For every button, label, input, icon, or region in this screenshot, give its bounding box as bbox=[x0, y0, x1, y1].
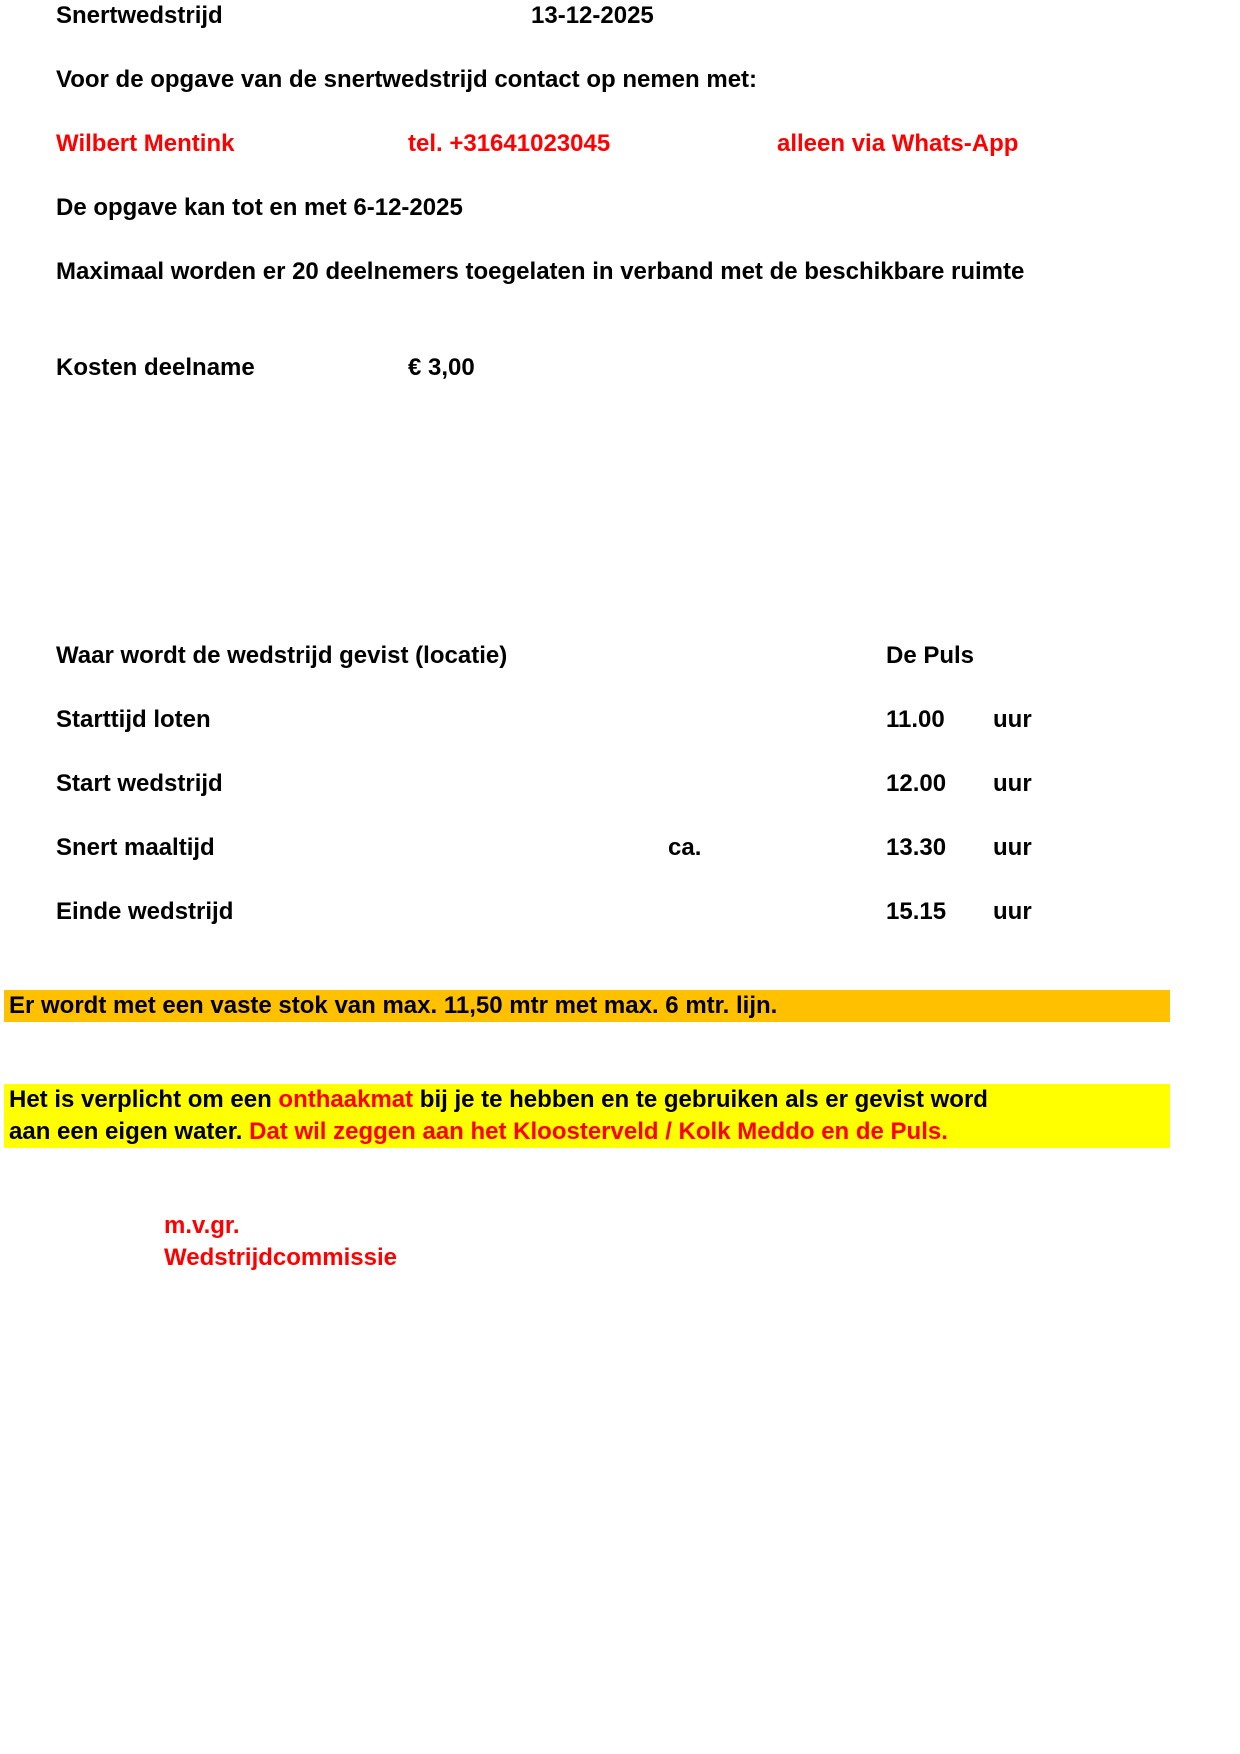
schedule-row-time: 13.30 bbox=[886, 834, 947, 861]
cost-label: Kosten deelname bbox=[56, 354, 255, 381]
schedule-row-unit: uur bbox=[993, 706, 1032, 733]
schedule-row-unit: uur bbox=[993, 898, 1032, 925]
schedule-row-label: Starttijd loten bbox=[56, 706, 211, 733]
schedule-row-prefix: ca. bbox=[668, 834, 702, 861]
schedule-row-time: 11.00 bbox=[886, 706, 945, 733]
signature-committee: Wedstrijdcommissie bbox=[164, 1244, 397, 1271]
mat-text: Het is verplicht om een bbox=[9, 1086, 279, 1113]
document-title: Snertwedstrijd bbox=[56, 2, 223, 29]
mat-text: bij je te hebben en te gebruiken als er gevist word bbox=[413, 1086, 988, 1113]
mat-highlight: onthaakmat bbox=[278, 1086, 414, 1113]
unhooking-mat-line-2 bbox=[9, 1118, 948, 1146]
signature-greeting: m.v.gr. bbox=[164, 1212, 240, 1239]
rod-rule-text: Er wordt met een vaste stok van max. 11,50 mtr met max. 6 mtr. lijn. bbox=[9, 992, 778, 1019]
schedule-row-label: Snert maaltijd bbox=[56, 834, 215, 861]
registration-intro: Voor de opgave van de snertwedstrijd contact op nemen met: bbox=[56, 66, 758, 93]
max-participants: Maximaal worden er 20 deelnemers toegelaten in verband met de beschikbare ruimte bbox=[56, 258, 1025, 285]
unhooking-mat-line-1 bbox=[9, 1086, 988, 1114]
contact-name: Wilbert Mentink bbox=[56, 130, 235, 157]
registration-deadline: De opgave kan tot en met 6-12-2025 bbox=[56, 194, 463, 221]
schedule-row-label: Einde wedstrijd bbox=[56, 898, 234, 925]
mat-highlight: Dat wil zeggen aan het Kloosterveld / Kolk Meddo en de Puls. bbox=[249, 1118, 948, 1145]
schedule-row-time: 12.00 bbox=[886, 770, 947, 797]
cost-value: € 3,00 bbox=[408, 354, 475, 381]
mat-text: aan een eigen water. bbox=[9, 1118, 250, 1145]
location-value: De Puls bbox=[886, 642, 975, 669]
location-label: Waar wordt de wedstrijd gevist (locatie) bbox=[56, 642, 508, 669]
schedule-row-unit: uur bbox=[993, 834, 1032, 861]
schedule-row-label: Start wedstrijd bbox=[56, 770, 223, 797]
contact-note: alleen via Whats-App bbox=[777, 130, 1019, 157]
schedule-row-unit: uur bbox=[993, 770, 1032, 797]
contact-phone: tel. +31641023045 bbox=[408, 130, 611, 157]
event-date: 13-12-2025 bbox=[531, 2, 654, 29]
schedule-row-time: 15.15 bbox=[886, 898, 947, 925]
